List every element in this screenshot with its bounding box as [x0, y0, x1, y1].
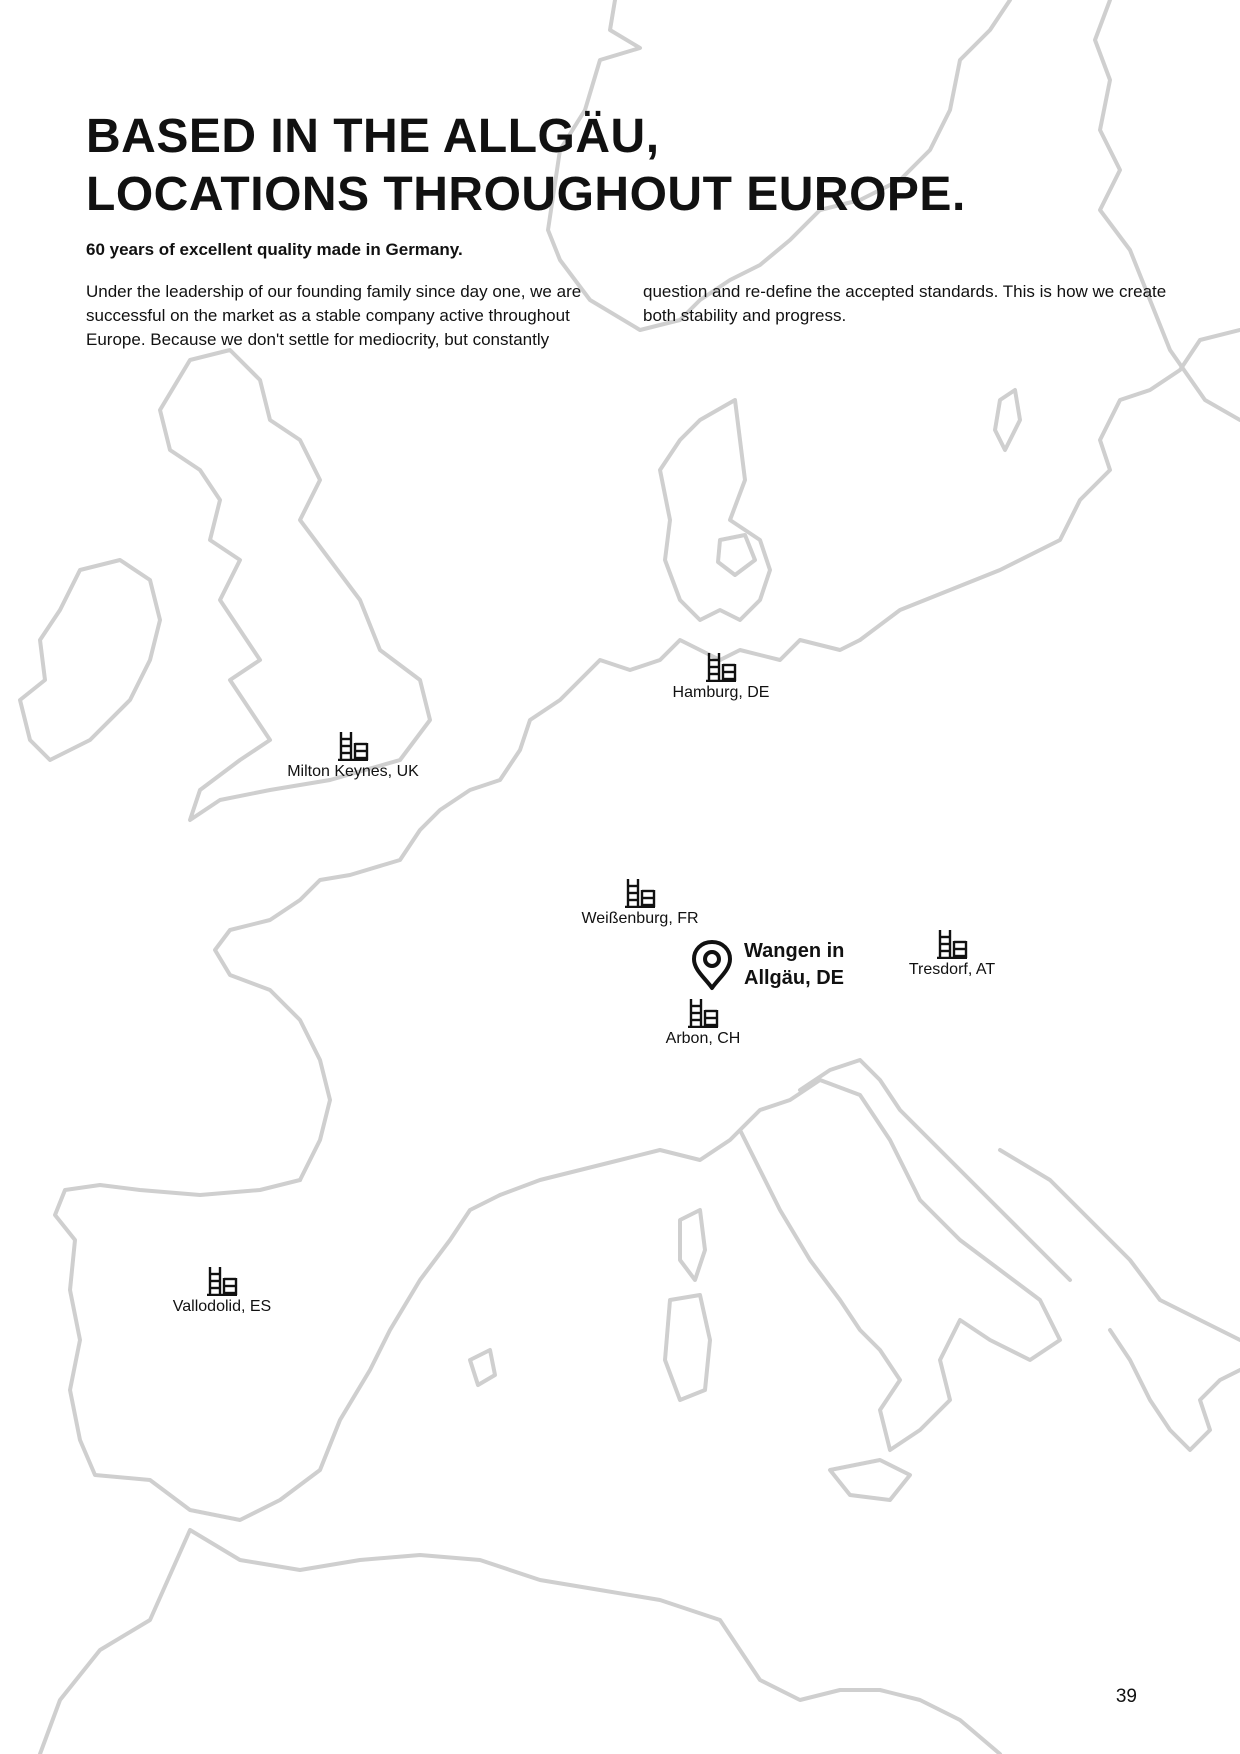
- page-number: 39: [1115, 1686, 1137, 1707]
- gotland-outline: [995, 390, 1020, 450]
- location-label: Milton Keynes, UK: [287, 763, 419, 780]
- med-coast-outline: [500, 1080, 1060, 1450]
- location-label: Weißenburg, FR: [581, 910, 699, 927]
- sicily-outline: [830, 1460, 910, 1500]
- ireland-outline: [20, 560, 160, 760]
- location-tresdorf: [842, 929, 1062, 979]
- north-africa-outline: [40, 1530, 1000, 1754]
- location-headquarters: [690, 938, 874, 992]
- baltic-coast-outline: [860, 330, 1240, 640]
- location-arbon: [593, 998, 813, 1048]
- body-text-column-1: Under the leadership of our founding family since day one, we are successful on the market as a stable company active throughout Europe. Because we don't settle for mediocrity, but constantly: [86, 282, 582, 349]
- factory-icon: [337, 731, 369, 761]
- balearic-outline: [470, 1350, 495, 1385]
- location-vallodolid: [112, 1266, 332, 1316]
- factory-icon: [206, 1266, 238, 1296]
- location-hamburg: [611, 652, 831, 702]
- iberia-outline: [55, 1180, 500, 1520]
- sardinia-outline: [665, 1295, 710, 1400]
- location-label: Arbon, CH: [665, 1030, 741, 1047]
- location-label: Tresdorf, AT: [908, 961, 996, 978]
- location-weissenburg: [530, 878, 750, 928]
- factory-icon: [705, 652, 737, 682]
- page-subtitle: 60 years of excellent quality made in Germany.: [86, 240, 463, 259]
- location-pin-icon: [690, 939, 734, 991]
- page-title-line-1: BASED IN THE ALLGÄU,: [86, 110, 660, 163]
- zealand-outline: [718, 535, 755, 575]
- headquarters-label: Wangen in Allgäu, DE: [744, 940, 845, 989]
- factory-icon: [624, 878, 656, 908]
- greece-outline: [1110, 1330, 1240, 1450]
- location-milton-keynes: [243, 731, 463, 781]
- denmark-outline: [660, 400, 770, 620]
- finland-outline: [1095, 0, 1240, 420]
- factory-icon: [687, 998, 719, 1028]
- factory-icon: [936, 929, 968, 959]
- location-label: Hamburg, DE: [672, 684, 770, 701]
- page-title: [86, 108, 966, 224]
- corsica-outline: [680, 1210, 705, 1280]
- location-label: Vallodolid, ES: [172, 1298, 272, 1315]
- page-title-line-2: LOCATIONS THROUGHOUT EUROPE.: [86, 168, 966, 221]
- body-text-column-2: question and re-define the accepted standards. This is how we create both stability and progress.: [643, 282, 1167, 325]
